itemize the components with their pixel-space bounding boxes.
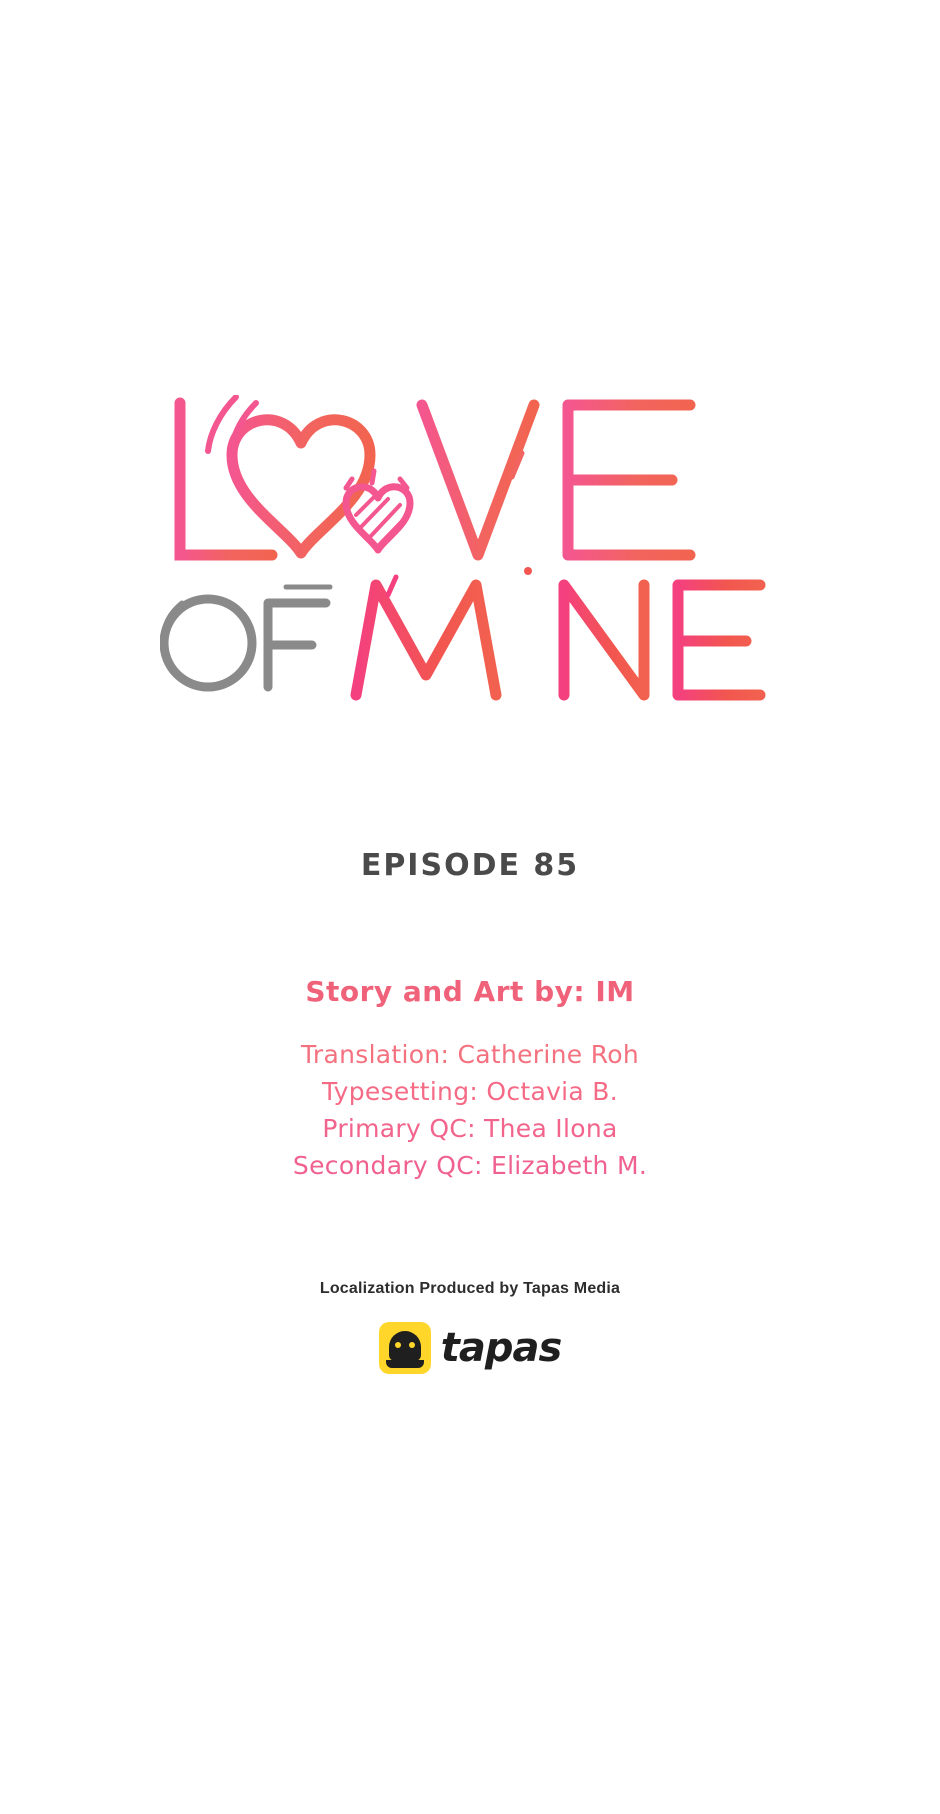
tapas-mascot-icon [379, 1322, 431, 1374]
credit-primary-qc: Primary QC: Thea Ilona [322, 1114, 618, 1143]
credit-author: Story and Art by: IM [305, 975, 635, 1008]
episode-label: EPISODE 85 [360, 848, 580, 883]
credit-translation: Translation: Catherine Roh [301, 1040, 639, 1069]
credit-typesetting: Typesetting: Octavia B. [321, 1077, 618, 1106]
series-logo [0, 395, 940, 740]
credits-block [0, 975, 940, 1184]
credit-secondary-qc: Secondary QC: Elizabeth M. [292, 1151, 648, 1180]
localization-note: Localization Produced by Tapas Media [319, 1280, 621, 1297]
series-logo-artwork [160, 395, 780, 740]
tapas-logo [0, 1322, 940, 1374]
tapas-wordmark: tapas [440, 1325, 562, 1371]
